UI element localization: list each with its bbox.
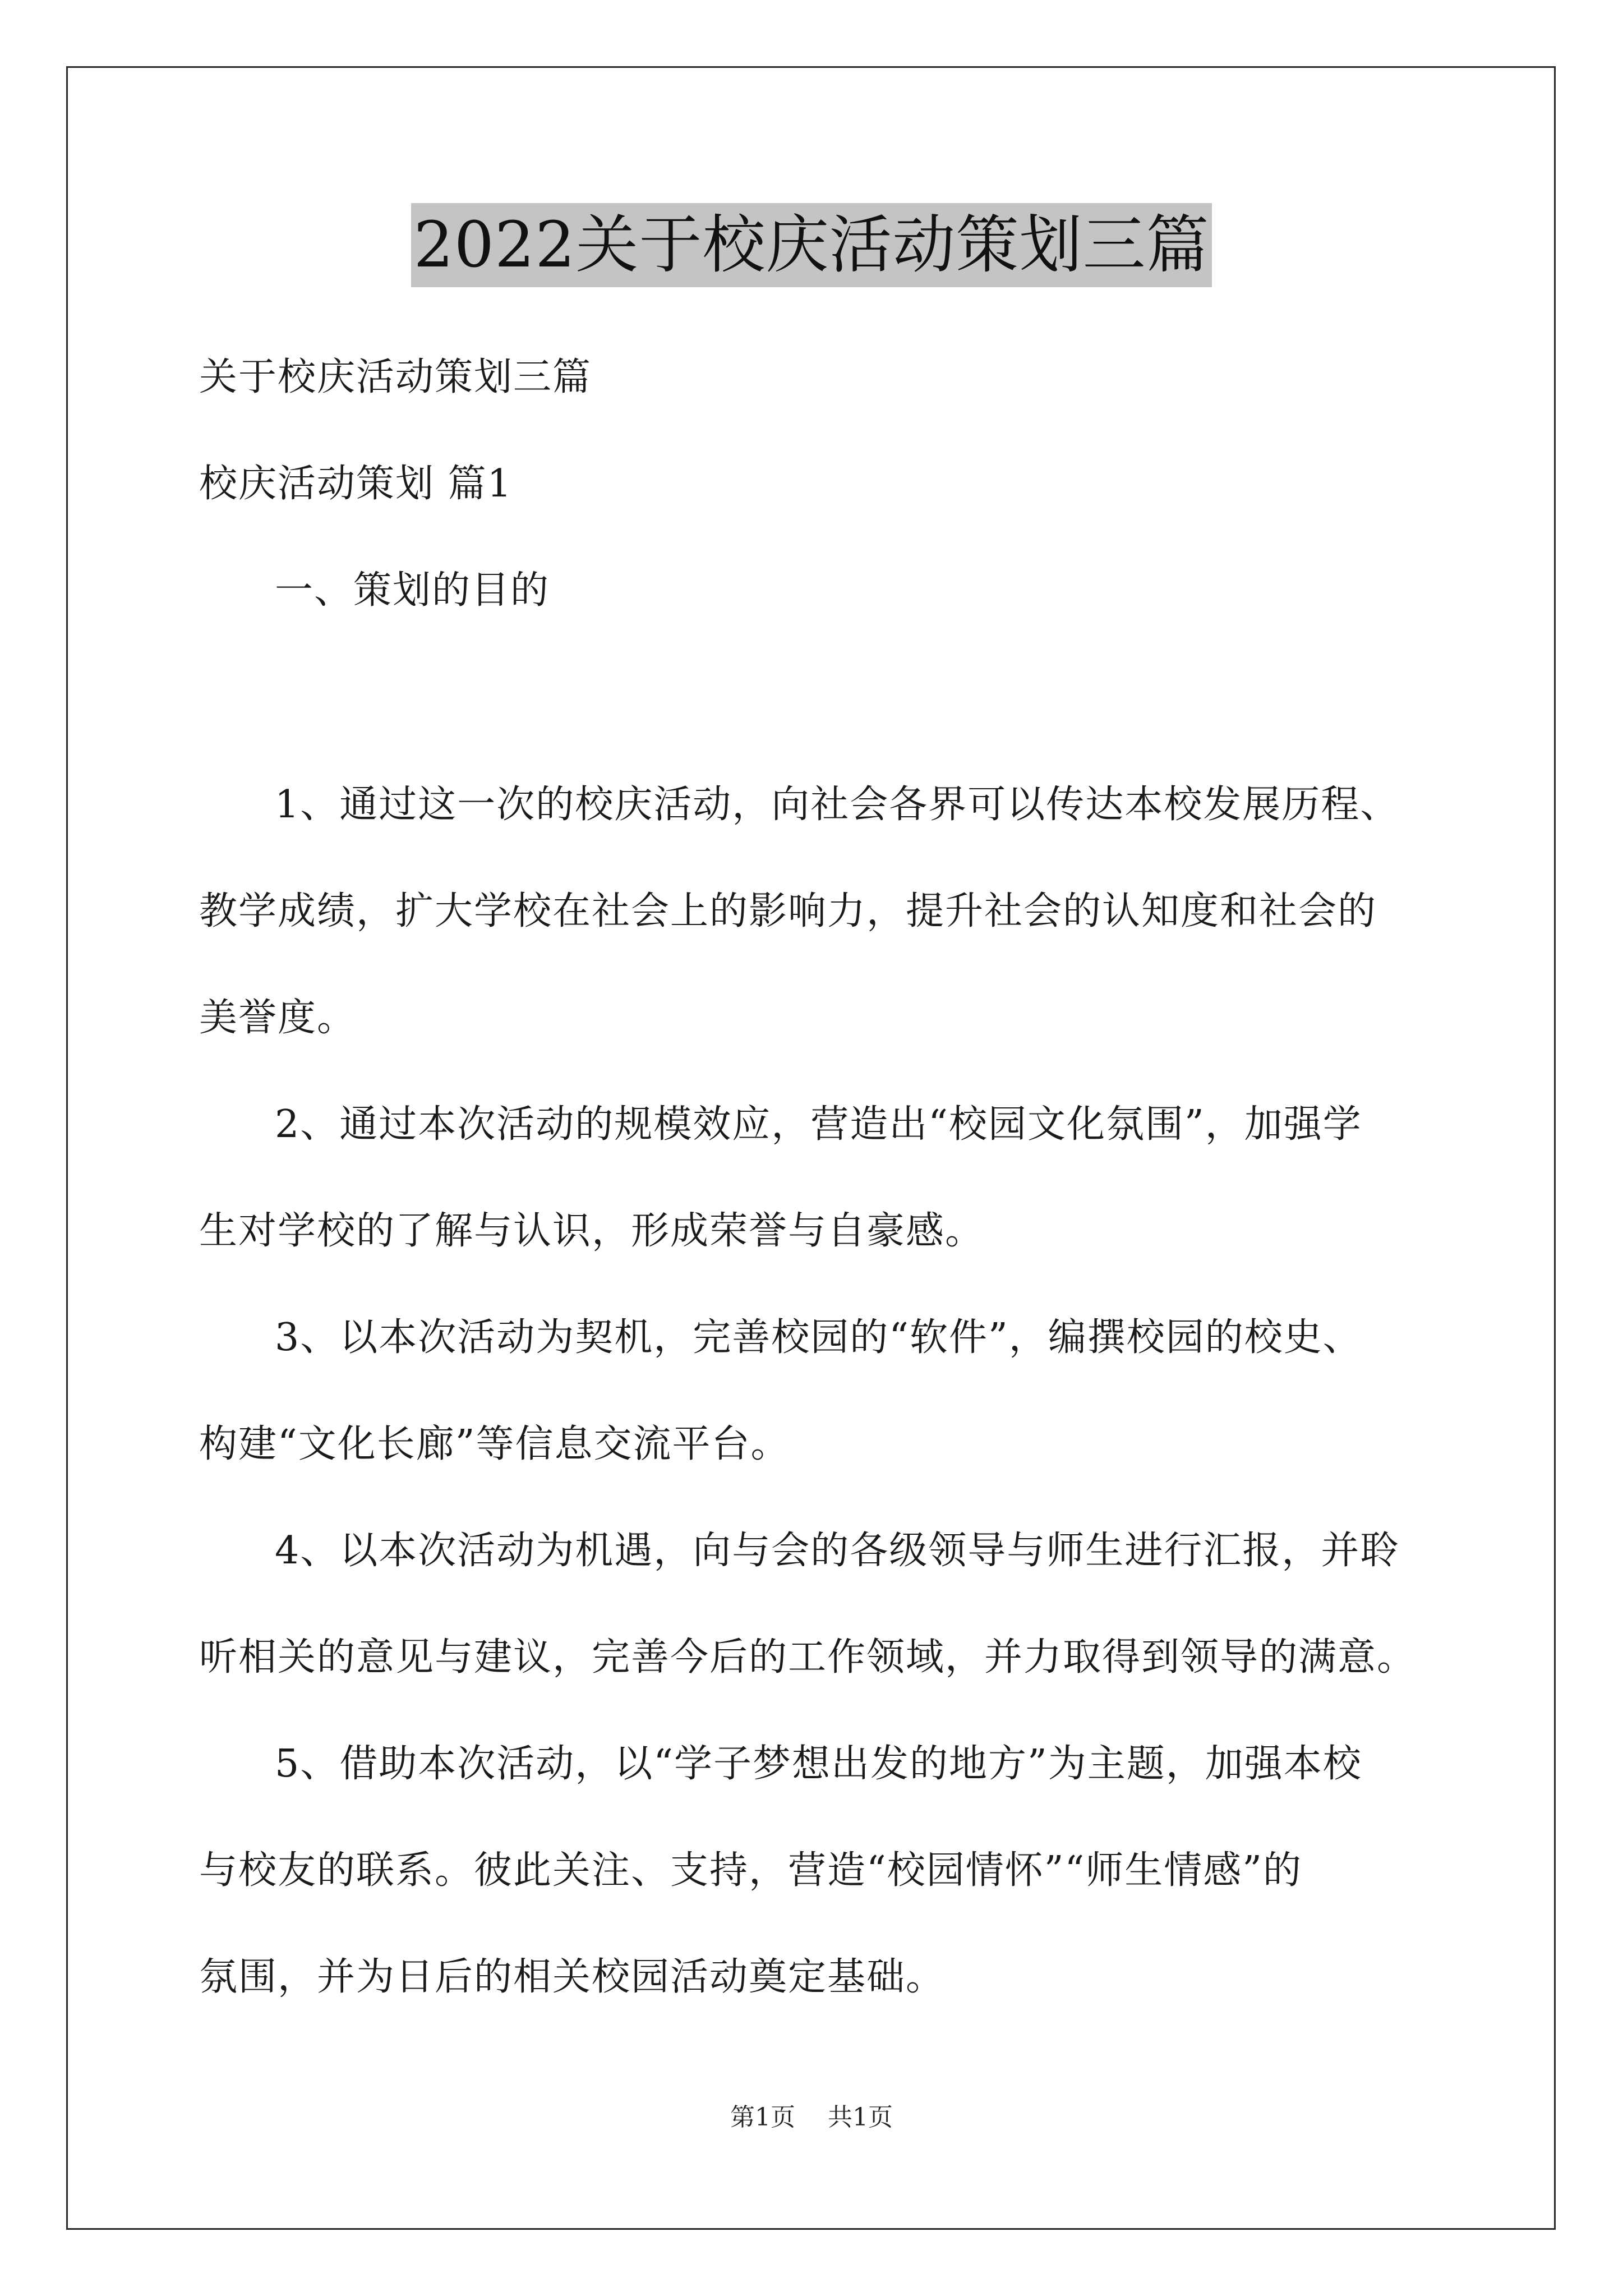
paragraph-line: 听相关的意见与建议，完善今后的工作领域，并力取得到领导的满意。: [199, 1635, 1417, 1680]
paragraph-line: 生对学校的了解与认识，形成荣誉与自豪感。: [199, 1209, 985, 1253]
paragraph-line: 1、通过这一次的校庆活动，向社会各界可以传达本校发展历程、: [275, 783, 1400, 827]
document-title: 2022关于校庆活动策划三篇: [411, 203, 1211, 287]
page-number: 第1页: [730, 2103, 795, 2132]
section-heading: 校庆活动策划 篇1: [199, 462, 513, 506]
page-footer: [0, 2101, 1623, 2134]
paragraph-line: 教学成绩，扩大学校在社会上的影响力，提升社会的认知度和社会的: [199, 889, 1377, 933]
paragraph-line: 5、借助本次活动，以“学子梦想出发的地方”为主题，加强本校: [275, 1742, 1362, 1786]
paragraph-line: 构建“文化长廊”等信息交流平台。: [199, 1422, 790, 1466]
paragraph-line: 2、通过本次活动的规模效应，营造出“校园文化氛围”，加强学: [275, 1102, 1362, 1147]
paragraph-line: 美誉度。: [199, 996, 357, 1040]
document-subtitle: 关于校庆活动策划三篇: [199, 355, 592, 399]
title-container: [0, 203, 1623, 287]
paragraph-line: 与校友的联系。彼此关注、支持，营造“校园情怀”“师生情感”的: [199, 1848, 1303, 1893]
subheading-purpose: 一、策划的目的: [275, 568, 550, 613]
paragraph-line: 氛围，并为日后的相关校园活动奠定基础。: [199, 1955, 946, 1999]
page-total: 共1页: [828, 2103, 893, 2132]
paragraph-line: 4、以本次活动为机遇，向与会的各级领导与师生进行汇报，并聆: [275, 1529, 1400, 1573]
paragraph-line: 3、以本次活动为契机，完善校园的“软件”，编撰校园的校史、: [275, 1315, 1362, 1360]
